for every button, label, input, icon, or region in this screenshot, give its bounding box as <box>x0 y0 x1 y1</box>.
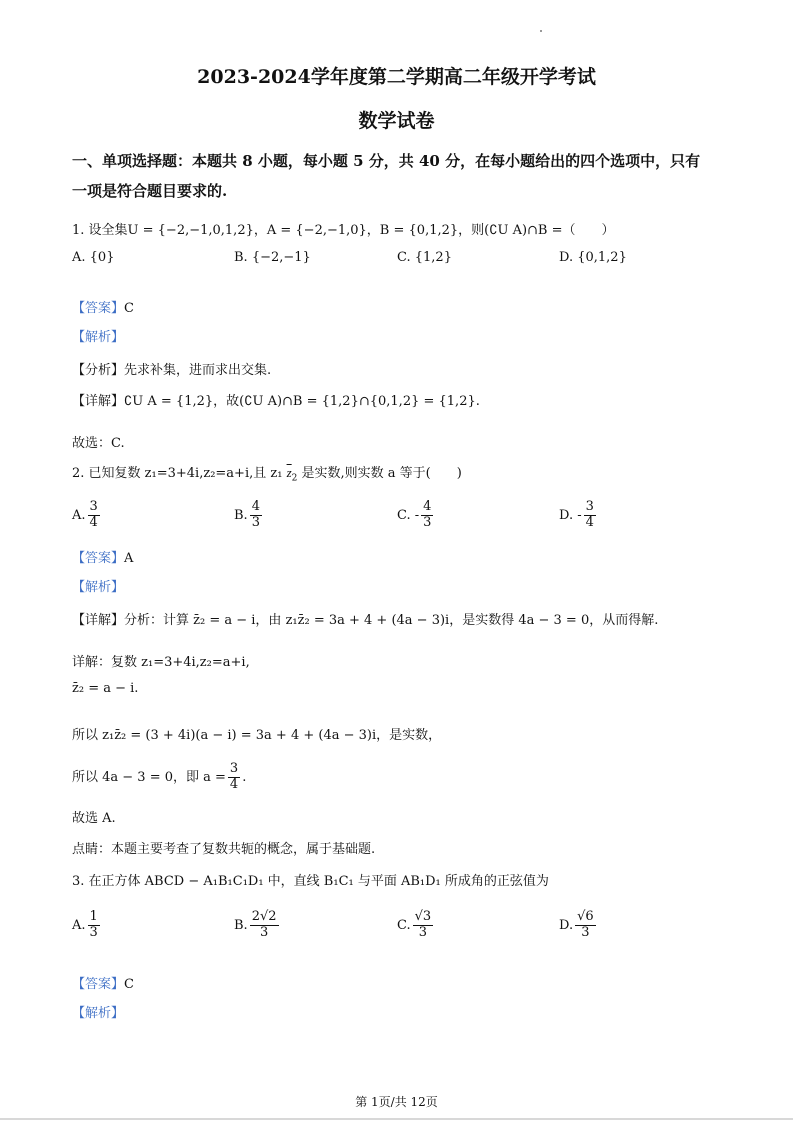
q1-detail: ∁U A = {1,2}，故(∁U A)∩B = {1,2}∩{0,1,2} = {1,2}. <box>124 394 480 409</box>
section-heading-line1: 一、单项选择题：本题共 8 小题，每小题 5 分，共 40 分，在每小题给出的四个选项中，只有 <box>72 152 701 170</box>
exam-subtitle: 数学试卷 <box>358 110 435 132</box>
q2-answer-row <box>72 547 133 566</box>
detail-tag: 【详解】 <box>72 613 125 628</box>
q3-option-b-label: B. <box>234 917 248 933</box>
q1-fenxi: 先求补集，进而求出交集. <box>124 363 272 378</box>
q2-option-b <box>234 500 264 531</box>
q3-option-a <box>72 910 102 941</box>
q3-option-a-den: 3 <box>89 924 98 940</box>
q2-stem-part1: 2. 已知复数 z₁=3+4i,z₂=a+i,且 z₁ <box>72 466 283 481</box>
scan-speck <box>540 30 542 32</box>
q2-stem-part2: 是实数,则实数 a 等于( ) <box>301 466 462 481</box>
answer-tag: 【答案】 <box>72 551 125 566</box>
q2-detail-4-suffix: . <box>242 769 247 785</box>
q1-stem: 1. 设全集U = {−2,−1,0,1,2}，A = {−2,−1,0}，B = {0,1,2}，则(∁U A)∩B =（ ） <box>72 223 615 238</box>
exam-title: 2023-2024学年度第二学期高二年级开学考试 <box>197 66 596 88</box>
q2-detail-1: 详解：复数 z₁=3+4i,z₂=a+i, <box>72 655 250 670</box>
q2-option-c-label: C. <box>397 507 411 523</box>
q2-option-c-den: 3 <box>423 514 432 530</box>
q3-option-c <box>397 910 435 941</box>
q2-option-d-den: 4 <box>585 514 594 530</box>
q3-answer-row <box>72 973 134 992</box>
q2-option-a-den: 4 <box>89 514 98 530</box>
q2-option-a <box>72 500 102 531</box>
q1-analysis-tag: 【解析】 <box>72 330 125 345</box>
q2-option-c-sign: - <box>414 507 420 523</box>
q2-analysis-tag: 【解析】 <box>72 580 125 595</box>
q1-answer-row <box>72 297 134 316</box>
q1-fenxi-row <box>72 359 271 378</box>
q2-detail-3: 所以 z₁z̄₂ = (3 + 4i)(a − i) = 3a + 4 + (4a − 3)i，是实数， <box>72 728 442 743</box>
q3-option-c-num: √3 <box>414 909 432 924</box>
q2-option-b-den: 3 <box>251 514 260 530</box>
q3-option-c-label: C. <box>397 917 411 933</box>
q2-detail-2: z̄₂ = a − i. <box>72 681 139 696</box>
q3-stem: 3. 在正方体 ABCD − A₁B₁C₁D₁ 中，直线 B₁C₁ 与平面 AB₁D₁ 所成角的正弦值为 <box>72 874 549 889</box>
q3-option-d-label: D. <box>559 917 574 933</box>
q2-stem: 2. 已知复数 z₁=3+4i,z₂=a+i,且 z₁ $\overline{z}_2$ 是实数,则实数 a 等于( ) <box>72 465 462 484</box>
q2-option-a-label: A. <box>72 507 86 523</box>
q2-option-d-num: 3 <box>585 499 594 514</box>
q1-option-a: A. {0} <box>72 250 115 265</box>
q2-option-a-num: 3 <box>89 499 98 514</box>
footer-divider <box>0 1118 793 1120</box>
q2-detail-4-num: 3 <box>229 761 239 776</box>
q3-option-d <box>559 910 598 941</box>
q2-detail-4 <box>72 762 246 793</box>
q2-option-d <box>559 500 598 531</box>
q2-option-c <box>397 500 435 531</box>
q1-choose: 故选：C. <box>72 436 125 451</box>
answer-tag: 【答案】 <box>72 977 125 992</box>
q2-choose: 故选 A. <box>72 811 116 826</box>
q2-option-b-label: B. <box>234 507 248 523</box>
q3-option-b <box>234 910 281 941</box>
q3-option-b-num: 2√2 <box>251 909 277 924</box>
q2-detail-4-den: 4 <box>229 776 239 792</box>
q2-option-c-num: 4 <box>423 499 432 514</box>
q2-option-d-sign: - <box>577 507 582 523</box>
page-footer: 第 1页/共 12页 <box>355 1095 438 1109</box>
q3-option-c-den: 3 <box>418 924 428 940</box>
q1-answer: C <box>124 301 134 316</box>
section-heading-line2: 一项是符合题目要求的. <box>72 182 228 200</box>
answer-tag: 【答案】 <box>72 301 125 316</box>
q3-answer: C <box>124 977 134 992</box>
q3-option-a-label: A. <box>72 917 86 933</box>
q2-detail-line: 分析：计算 z̄₂ = a − i，由 z₁z̄₂ = 3a + 4 + (4a − 3)i，是实数得 4a − 3 = 0，从而得解. <box>124 613 659 628</box>
q2-option-b-num: 4 <box>251 499 260 514</box>
q3-option-d-num: √6 <box>577 909 594 924</box>
q1-option-b: B. {−2,−1} <box>234 250 311 265</box>
detail-tag: 【详解】 <box>72 394 125 409</box>
q2-answer: A <box>124 551 134 566</box>
q1-option-c: C. {1,2} <box>397 250 452 265</box>
q3-option-d-den: 3 <box>581 924 590 940</box>
q3-analysis-tag: 【解析】 <box>72 1006 125 1021</box>
q3-option-b-den: 3 <box>259 924 269 940</box>
q2-detail-4-prefix: 所以 4a − 3 = 0，即 a = <box>72 769 226 785</box>
q2-stem-zbar: $\overline{z}$ <box>286 465 292 480</box>
q2-detail-row <box>72 609 658 628</box>
fenxi-tag: 【分析】 <box>72 363 125 378</box>
q2-option-d-label: D. <box>559 507 574 523</box>
q1-option-d: D. {0,1,2} <box>559 250 627 265</box>
q2-note: 点睛：本题主要考查了复数共轭的概念，属于基础题. <box>72 842 376 857</box>
q3-option-a-num: 1 <box>89 909 98 924</box>
q1-detail-row <box>72 390 480 409</box>
